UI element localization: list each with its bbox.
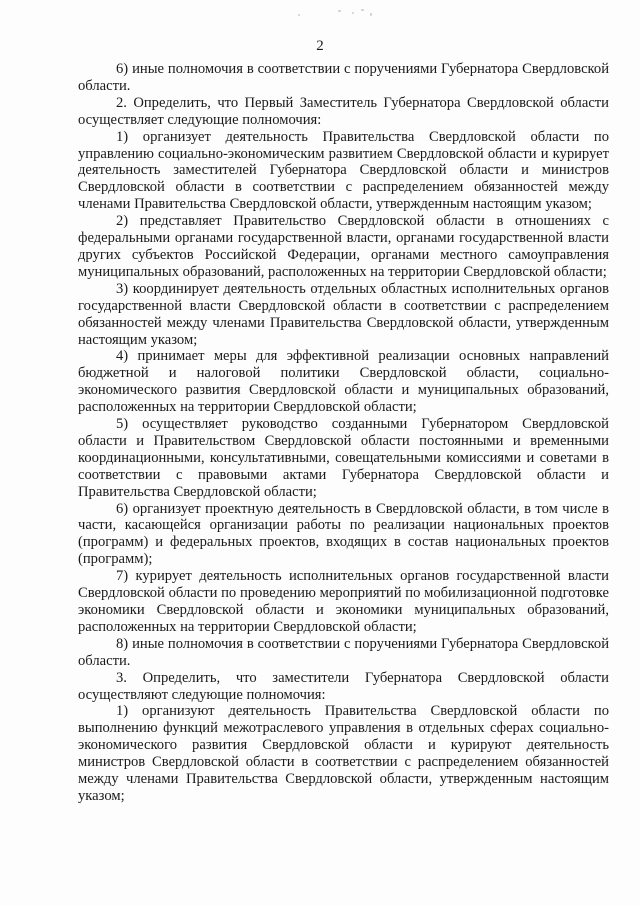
paragraph: 3) координирует деятельность отдельных областных исполнительных органов государственной власти Свердловской области в соответствии с распределением обязанностей между членами Правительства Свердловской области, утвержденным настоящим указом; bbox=[78, 280, 609, 348]
scan-speck bbox=[370, 13, 372, 16]
paragraph: 1) организуют деятельность Правительства Свердловской области по выполнению функций межотраслевого управления в отдельных сферах социально-экономического развития Свердловской области и курируют деятельность министров Свердловской области в соответствии с распределением обязанностей между членами Правительства Свердловской области, утвержденным настоящим указом; bbox=[78, 703, 609, 804]
page-number: 2 bbox=[316, 38, 324, 54]
scan-speck bbox=[352, 12, 354, 14]
paragraph: 2. Определить, что Первый Заместитель Губернатора Свердловской области осуществляет следующие полномочия: bbox=[78, 94, 609, 128]
paragraph: 7) курирует деятельность исполнительных органов государственной власти Свердловской области по проведению мероприятий по мобилизационной подготовке экономики Свердловской области и экономики муниципальных образований, расположенных на территории Свердловской области; bbox=[78, 568, 609, 635]
paragraph: 2) представляет Правительство Свердловской области в отношениях с федеральными органами государственной власти, органами государственной власти других субъектов Российской Федерации, органами местного самоуправления муниципальных образований, расположенных на территории Свердловской области; bbox=[78, 213, 609, 280]
paragraph: 6) иные полномочия в соответствии с поручениями Губернатора Свердловской области. bbox=[78, 61, 609, 94]
scan-speck bbox=[298, 14, 300, 16]
paragraph: 8) иные полномочия в соответствии с поручениями Губернатора Свердловской области. bbox=[78, 635, 609, 669]
paragraph: 6) организует проектную деятельность в Свердловской области, в том числе в части, касающейся организации работы по реализации национальных проектов (программ) и федеральных проектов, входящих в состав национальных проектов (программ); bbox=[78, 500, 609, 568]
scan-speck bbox=[361, 9, 364, 11]
paragraph: 3. Определить, что заместители Губернатора Свердловской области осуществляют следующие полномочия: bbox=[78, 669, 609, 703]
paragraph: 1) организует деятельность Правительства Свердловской области по управлению социально-экономическим развитием Свердловской области и курирует деятельность заместителей Губернатора Свердловской области и министров Свердловской области в соответствии с распределением обязанностей между членами Правительства Свердловской области, утвержденным настоящим указом; bbox=[78, 128, 609, 213]
document-body bbox=[78, 61, 609, 805]
scan-speck bbox=[338, 10, 341, 12]
paragraph: 5) осуществляет руководство созданными Губернатором Свердловской области и Правительством Свердловской области постоянными и временными координационными, консультативными, совещательными комиссиями и советами в соответствии с правовыми актами Губернатора Свердловской области и Правительства Свердловской области; bbox=[78, 416, 609, 500]
paragraph: 4) принимает меры для эффективной реализации основных направлений бюджетной и налоговой политики Свердловской области, социально-экономического развития Свердловской области и муниципальных образований, расположенных на территории Свердловской области; bbox=[78, 348, 609, 416]
